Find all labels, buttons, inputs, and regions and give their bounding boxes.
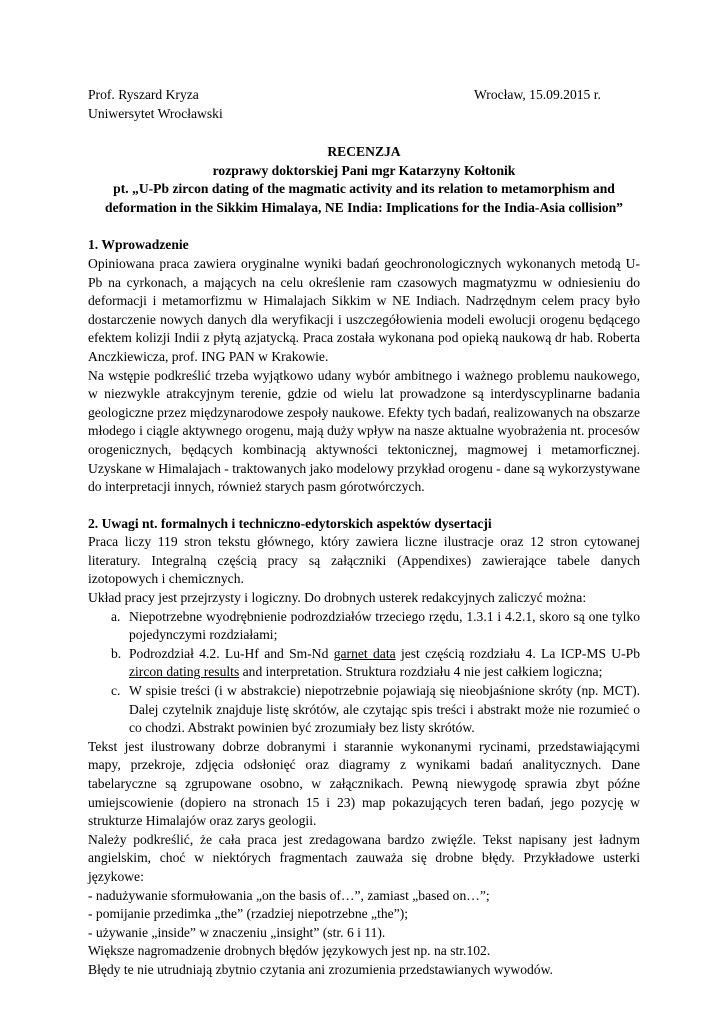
language-issue-1: - nadużywanie sformułowania „on the basis of…”, zamiast „based on…”; xyxy=(88,887,490,903)
list-item-text-part-2: jest częścią rozdziału 4. La ICP-MS U-Pb xyxy=(395,645,641,661)
section-2-paragraph-1: Praca liczy 119 stron tekstu głównego, który zawiera liczne ilustracje oraz 12 stron cytowanej literatury. Integralną częścią pracy są załączniki (Appendixes) zawierające tabele danych izotopowych i chemicznych. xyxy=(88,534,640,587)
section-2-paragraph-4: Należy podkreślić, że cała praca jest zredagowana bardzo zwięźle. Tekst napisany jest ładnym angielskim, choć w niektórych fragmentach zauważa się drobne błędy. Przykładowe usterki językowe: xyxy=(88,831,640,884)
section-2-paragraph-2: Układ pracy jest przejrzysty i logiczny. Do drobnych usterek redakcyjnych zaliczyć można: xyxy=(88,590,587,606)
list-item xyxy=(88,645,640,682)
remarks-list xyxy=(88,608,640,738)
title-thesis-line-2: deformation in the Sikkim Himalaya, NE India: Implications for the India-Asia collision” xyxy=(105,199,623,215)
document-page xyxy=(88,86,640,980)
section-1-paragraph-2: Na wstępie podkreślić trzeba wyjątkowo udany wybór ambitnego i ważnego problemu naukowego, w niezwykle atrakcyjnym terenie, gdzie od wielu lat prowadzone są interdyscyplinarne badania geologiczne przez międzynarodowe zespoły naukowe. Efekty tych badań, realizowanych na obszarze młodego i ciągle aktywnego orogenu, mają duży wpływ na nasze aktualne wyobrażenia nt. procesów orogenicznych, będących kombinacją aktywności tektonicznej, magmowej i metamorficznej. Uzyskane w Himalajach - traktowanych jako modelowy przykład orogenu - dane są wykorzystywane do interpretacji innych, również starych pasm górotwórczych. xyxy=(88,367,640,495)
underlined-term-garnet-data: garnet data xyxy=(333,645,396,661)
reviewer-block xyxy=(88,86,223,123)
title-thesis-line-1: pt. „U-Pb zircon dating of the magmatic activity and its relation to metamorphism and xyxy=(113,181,615,197)
reviewer-institution: Uniwersytet Wrocławski xyxy=(88,105,223,121)
list-item xyxy=(88,682,640,738)
list-marker: a. xyxy=(111,608,121,624)
list-item-text-part-1: Podrozdział 4.2. Lu-Hf and Sm-Nd xyxy=(129,645,334,661)
section-1-paragraph-1: Opiniowana praca zawiera oryginalne wyniki badań geochronologicznych wykonanych metodą U-Pb na cyrkonach, a mających na celu określenie ram czasowych magmatyzmu w odniesieniu do deformacji i metamorfizmu w Himalajach Sikkim w NE Indiach. Nadrzędnym celem pracy było dostarczenie nowych danych dla weryfikacji i uszczegółowienia modeli ewolucji orogenu będącego efektem kolizji Indii z płytą azjatycką. Praca została wykonana pod opieką naukową dr hab. Roberta Anczkiewicza, prof. ING PAN w Krakowie. xyxy=(88,255,640,364)
section-1-heading: 1. Wprowadzenie xyxy=(88,237,189,253)
language-issue-2: - pomijanie przedimka „the” (rzadziej niepotrzebne „the”); xyxy=(88,906,409,922)
reviewer-name: Prof. Ryszard Kryza xyxy=(88,87,199,102)
section-introduction xyxy=(88,236,640,496)
underlined-term-zircon-dating: zircon dating results xyxy=(129,664,240,680)
section-2-paragraph-3: Tekst jest ilustrowany dobrze dobranymi i starannie wykonanymi rycinami, przedstawiającymi mapy, przekroje, zdjęcia odsłonięć oraz diagramy z wynikami badań analitycznych. Dane tabelaryczne są zgrupowane osobno, w załącznikach. Pewną niewygodę sprawia zbyt późne umiejscowienie (dopiero na stronach 15 i 23) map pokazujących teren badań, jego pozycję w strukturze Himalajów oraz zarys geologii. xyxy=(88,738,640,829)
closing-note: Błędy te nie utrudniają zbytnio czytania ani zrozumienia przedstawianych wywodów. xyxy=(88,961,553,977)
place-date: Wrocław, 15.09.2015 r. xyxy=(474,87,601,102)
list-item xyxy=(88,608,640,645)
title-heading: RECENZJA xyxy=(327,144,401,159)
section-2-heading: 2. Uwagi nt. formalnych i techniczno-edytorskich aspektów dysertacji xyxy=(88,515,492,531)
list-marker: b. xyxy=(111,645,122,661)
title-subject: rozprawy doktorskiej Pani mgr Katarzyny Kołtonik xyxy=(212,162,516,178)
list-item-text-part-3: and interpretation. Struktura rozdziału 4 nie jest całkiem logiczna; xyxy=(239,664,603,680)
list-item-text: Niepotrzebne wyodrębnienie podrozdziałów trzeciego rzędu, 1.3.1 i 4.2.1, skoro są one tylko pojedynczymi rozdziałami; xyxy=(129,608,640,643)
section-formal-remarks xyxy=(88,515,640,980)
language-errors-note: Większe nagromadzenie drobnych błędów językowych jest np. na str.102. xyxy=(88,943,491,959)
list-marker: c. xyxy=(111,683,121,699)
letter-header xyxy=(88,86,640,124)
title-block xyxy=(88,143,640,217)
list-item-text: W spisie treści (i w abstrakcie) niepotrzebnie pojawiają się nieobjaśnione skróty (np. MCT). Dalej czytelnik znajduje listę skrótów, ale czytając spis treści i abstrakt może nie rozumieć o co chodzi. Abstrakt powinien być zrozumiały bez listy skrótów. xyxy=(129,683,640,736)
language-issue-3: - używanie „inside” w znaczeniu „insight” (str. 6 i 11). xyxy=(88,924,386,940)
